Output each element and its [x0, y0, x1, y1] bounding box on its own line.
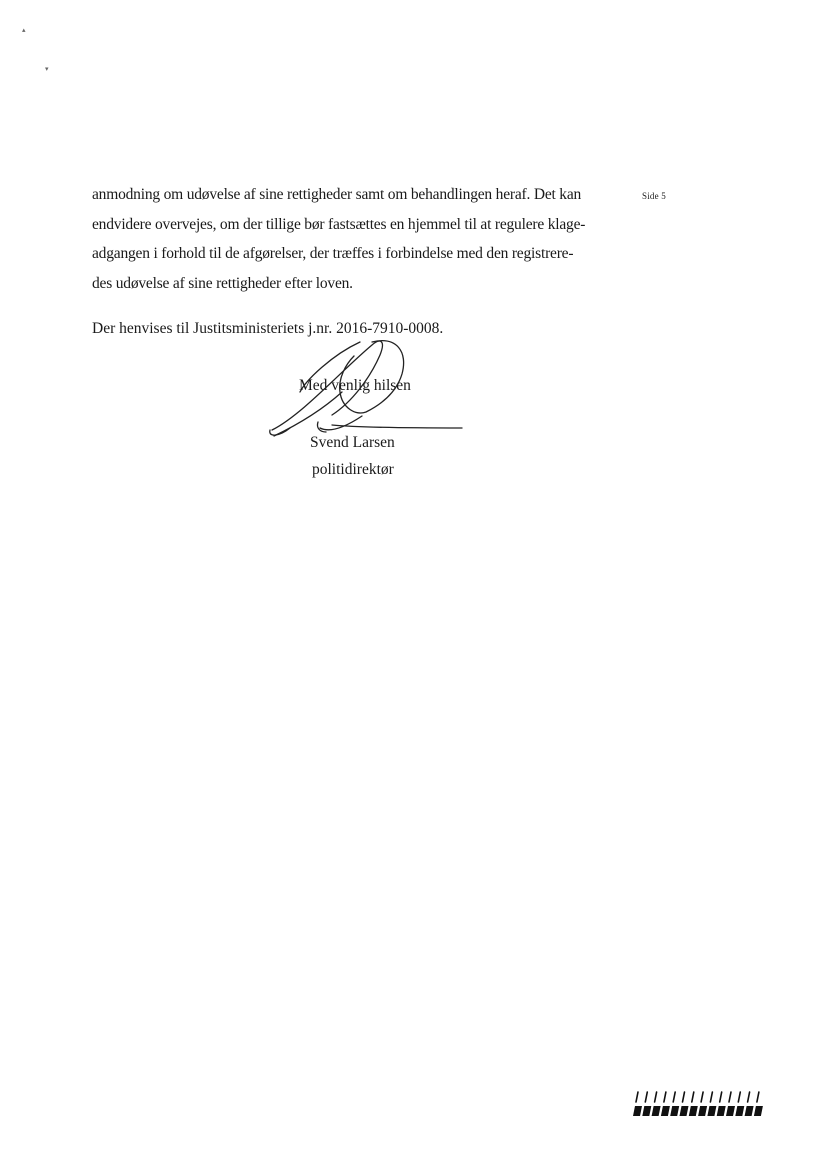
barcode-block — [707, 1106, 716, 1116]
barcode-stroke — [655, 1092, 657, 1102]
closing-salutation: Med venlig hilsen — [299, 377, 411, 394]
barcode-block — [698, 1106, 707, 1116]
barcode-stroke — [701, 1092, 703, 1102]
barcode-block — [754, 1106, 763, 1116]
body-paragraph — [92, 180, 632, 298]
signer-name: Svend Larsen — [310, 434, 395, 451]
barcode-block — [689, 1106, 698, 1116]
barcode-block — [633, 1106, 642, 1116]
barcode-block — [745, 1106, 754, 1116]
scan-speck: ▴ — [22, 26, 26, 34]
barcode-stroke — [664, 1092, 666, 1102]
barcode-stroke — [636, 1092, 638, 1102]
barcode-block — [652, 1106, 661, 1116]
barcode-block — [661, 1106, 670, 1116]
barcode-stroke — [748, 1092, 750, 1102]
reference-line: Der henvises til Justitsministeriets j.nr. 2016-7910-0008. — [92, 320, 444, 337]
barcode-block — [670, 1106, 679, 1116]
scan-speck: ▾ — [45, 65, 49, 73]
paragraph-line: endvidere overvejes, om der tillige bør fastsættes en hjemmel til at regulere klage- — [92, 215, 586, 233]
paragraph-line: adgangen i forhold til de afgørelser, der træffes i forbindelse med den registrere- — [92, 245, 574, 262]
barcode-stroke — [710, 1092, 712, 1102]
barcode-stroke — [720, 1092, 722, 1102]
barcode-icon — [632, 1090, 766, 1118]
paragraph-line: des udøvelse af sine rettigheder efter loven. — [92, 274, 353, 292]
paragraph-line: anmodning om udøvelse af sine rettigheder samt om behandlingen heraf. Det kan — [92, 186, 582, 203]
page-number: Side 5 — [642, 191, 666, 201]
barcode-stroke — [673, 1092, 675, 1102]
barcode-stroke — [683, 1092, 685, 1102]
barcode-stroke — [738, 1092, 740, 1102]
barcode-block — [717, 1106, 726, 1116]
barcode-stroke — [645, 1092, 647, 1102]
barcode-block — [642, 1106, 651, 1116]
barcode-block — [726, 1106, 735, 1116]
barcode-stroke — [757, 1092, 759, 1102]
barcode-stroke — [692, 1092, 694, 1102]
signer-title: politidirektør — [312, 461, 394, 478]
barcode-block — [735, 1106, 744, 1116]
barcode-block — [680, 1106, 689, 1116]
barcode-stroke — [729, 1092, 731, 1102]
